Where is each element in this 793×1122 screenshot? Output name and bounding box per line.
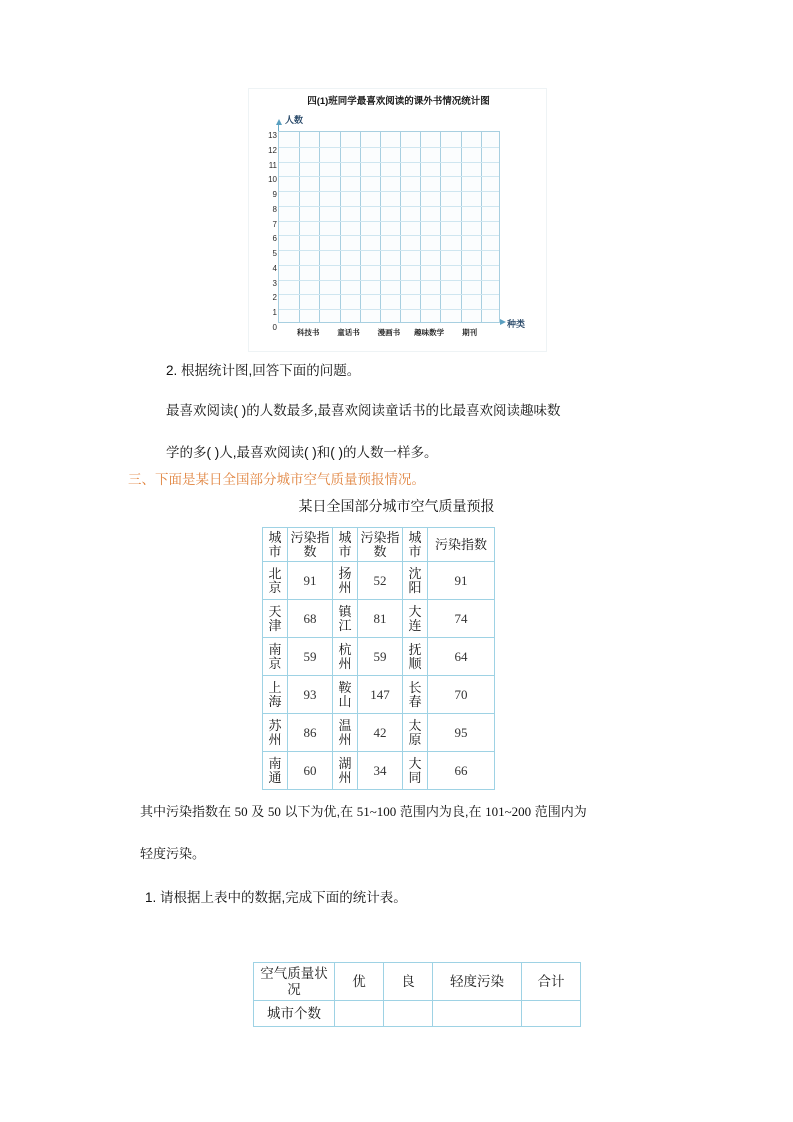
pollution-index-cell: 70 bbox=[428, 676, 495, 714]
air-table-caption: 某日全国部分城市空气质量预报 bbox=[298, 498, 495, 514]
table-header-cell: 城市 bbox=[403, 528, 428, 562]
x-axis-tick-labels bbox=[278, 327, 500, 341]
x-tick-label: 趣味数学 bbox=[414, 328, 445, 337]
city-name-cell: 镇江 bbox=[333, 600, 358, 638]
grid-hline bbox=[279, 147, 499, 148]
question2-line2: 学的多( )人,最喜欢阅读( )和( )的人数一样多。 bbox=[166, 445, 438, 460]
city-name-cell: 鞍山 bbox=[333, 676, 358, 714]
pollution-index-cell: 42 bbox=[358, 714, 403, 752]
summary-header-row bbox=[254, 963, 581, 1001]
note-text-g: 范围内为良,在 bbox=[396, 804, 486, 819]
note-num-50a: 50 bbox=[234, 804, 248, 819]
city-name-cell: 上海 bbox=[263, 676, 288, 714]
note-num-50b: 50 bbox=[267, 804, 281, 819]
summary-row-header-count: 城市个数 bbox=[254, 1001, 335, 1027]
question2-label: 2. 根据统计图,回答下面的问题。 bbox=[166, 363, 361, 378]
summary-column-header: 良 bbox=[384, 963, 433, 1001]
summary-value-cell[interactable] bbox=[384, 1001, 433, 1027]
table-header-cell: 污染指数 bbox=[358, 528, 403, 562]
x-tick-label: 科技书 bbox=[296, 328, 320, 337]
pollution-index-cell: 64 bbox=[428, 638, 495, 676]
y-tick-label: 13 bbox=[268, 131, 277, 140]
table-row bbox=[263, 752, 495, 790]
grid-hline bbox=[279, 294, 499, 295]
note-text-c: 及 bbox=[247, 804, 268, 819]
table-header-row bbox=[263, 528, 495, 562]
y-tick-label: 4 bbox=[272, 264, 277, 273]
pollution-index-cell: 74 bbox=[428, 600, 495, 638]
summary-value-row bbox=[254, 1001, 581, 1027]
y-tick-label: 7 bbox=[272, 220, 277, 229]
summary-row-header-quality: 空气质量状况 bbox=[254, 963, 335, 1001]
y-tick-label: 10 bbox=[268, 175, 277, 184]
city-name-cell: 湖州 bbox=[333, 752, 358, 790]
grid-hline bbox=[279, 309, 499, 310]
y-tick-label: 6 bbox=[272, 234, 277, 243]
y-tick-label: 8 bbox=[272, 205, 277, 214]
y-axis-tick-labels bbox=[261, 125, 277, 332]
summary-statistics-table bbox=[253, 962, 581, 1027]
table-row bbox=[263, 600, 495, 638]
reading-chart-figure bbox=[248, 88, 547, 352]
section-three-heading: 三、下面是某日全国部分城市空气质量预报情况。 bbox=[128, 472, 425, 487]
city-name-cell: 杭州 bbox=[333, 638, 358, 676]
grid-hline bbox=[279, 191, 499, 192]
note-text-i: 范围内为 bbox=[531, 804, 587, 819]
city-name-cell: 沈阳 bbox=[403, 562, 428, 600]
grid-hline bbox=[279, 235, 499, 236]
pollution-range-note-line2: 轻度污染。 bbox=[140, 846, 206, 861]
pollution-index-cell: 81 bbox=[358, 600, 403, 638]
grid-hline bbox=[279, 162, 499, 163]
y-tick-label: 11 bbox=[268, 161, 277, 170]
air-quality-table bbox=[262, 527, 495, 790]
pollution-index-cell: 59 bbox=[288, 638, 333, 676]
summary-value-cell[interactable] bbox=[433, 1001, 522, 1027]
note-range-51-100: 51~100 bbox=[356, 804, 397, 819]
summary-column-header: 合计 bbox=[522, 963, 581, 1001]
city-name-cell: 南京 bbox=[263, 638, 288, 676]
x-axis-arrow-icon bbox=[500, 319, 506, 325]
note-text-e: 以下为优,在 bbox=[280, 804, 357, 819]
city-name-cell: 苏州 bbox=[263, 714, 288, 752]
y-tick-label: 1 bbox=[272, 308, 277, 317]
grid-hline bbox=[279, 265, 499, 266]
city-name-cell: 太原 bbox=[403, 714, 428, 752]
question2-line1: 最喜欢阅读( )的人数最多,最喜欢阅读童话书的比最喜欢阅读趣味数 bbox=[166, 403, 561, 418]
city-name-cell: 扬州 bbox=[333, 562, 358, 600]
x-axis-label: 种类 bbox=[507, 319, 526, 329]
city-name-cell: 南通 bbox=[263, 752, 288, 790]
y-tick-label: 5 bbox=[272, 249, 277, 258]
summary-value-cell[interactable] bbox=[522, 1001, 581, 1027]
summary-column-header: 轻度污染 bbox=[433, 963, 522, 1001]
question1-label: 1. 请根据上表中的数据,完成下面的统计表。 bbox=[145, 890, 407, 905]
table-row bbox=[263, 562, 495, 600]
table-header-cell: 城市 bbox=[333, 528, 358, 562]
x-tick-label: 童话书 bbox=[337, 328, 360, 337]
grid-hline bbox=[279, 206, 499, 207]
y-tick-label: 9 bbox=[272, 190, 277, 199]
summary-value-cell[interactable] bbox=[335, 1001, 384, 1027]
pollution-index-cell: 147 bbox=[358, 676, 403, 714]
pollution-index-cell: 68 bbox=[288, 600, 333, 638]
pollution-index-cell: 66 bbox=[428, 752, 495, 790]
pollution-index-cell: 59 bbox=[358, 638, 403, 676]
pollution-index-cell: 86 bbox=[288, 714, 333, 752]
pollution-index-cell: 34 bbox=[358, 752, 403, 790]
city-name-cell: 长春 bbox=[403, 676, 428, 714]
pollution-index-cell: 91 bbox=[288, 562, 333, 600]
y-tick-label: 0 bbox=[272, 323, 277, 332]
pollution-index-cell: 93 bbox=[288, 676, 333, 714]
city-name-cell: 大连 bbox=[403, 600, 428, 638]
x-tick-label: 漫画书 bbox=[377, 328, 401, 337]
grid-hline bbox=[279, 221, 499, 222]
chart-plot-grid bbox=[278, 131, 500, 323]
table-row bbox=[263, 714, 495, 752]
grid-hline bbox=[279, 176, 499, 177]
y-tick-label: 2 bbox=[272, 293, 277, 302]
pollution-index-cell: 52 bbox=[358, 562, 403, 600]
x-tick-label: 期刊 bbox=[462, 328, 478, 337]
y-tick-label: 12 bbox=[268, 146, 277, 155]
table-header-cell: 污染指数 bbox=[288, 528, 333, 562]
city-name-cell: 温州 bbox=[333, 714, 358, 752]
city-name-cell: 北京 bbox=[263, 562, 288, 600]
note-range-101-200: 101~200 bbox=[485, 804, 532, 819]
pollution-index-cell: 60 bbox=[288, 752, 333, 790]
city-name-cell: 抚顺 bbox=[403, 638, 428, 676]
note-text-a: 其中污染指数在 bbox=[140, 804, 235, 819]
table-row bbox=[263, 638, 495, 676]
pollution-index-cell: 91 bbox=[428, 562, 495, 600]
table-header-cell: 污染指数 bbox=[428, 528, 495, 562]
pollution-range-note-line1 bbox=[140, 801, 587, 820]
y-axis-label: 人数 bbox=[285, 115, 304, 125]
summary-column-header: 优 bbox=[335, 963, 384, 1001]
grid-hline bbox=[279, 250, 499, 251]
chart-title: 四(1)班同学最喜欢阅读的课外书情况统计图 bbox=[307, 96, 490, 107]
pollution-index-cell: 95 bbox=[428, 714, 495, 752]
grid-hline bbox=[279, 280, 499, 281]
city-name-cell: 大同 bbox=[403, 752, 428, 790]
city-name-cell: 天津 bbox=[263, 600, 288, 638]
y-tick-label: 3 bbox=[272, 279, 277, 288]
table-row bbox=[263, 676, 495, 714]
table-header-cell: 城市 bbox=[263, 528, 288, 562]
